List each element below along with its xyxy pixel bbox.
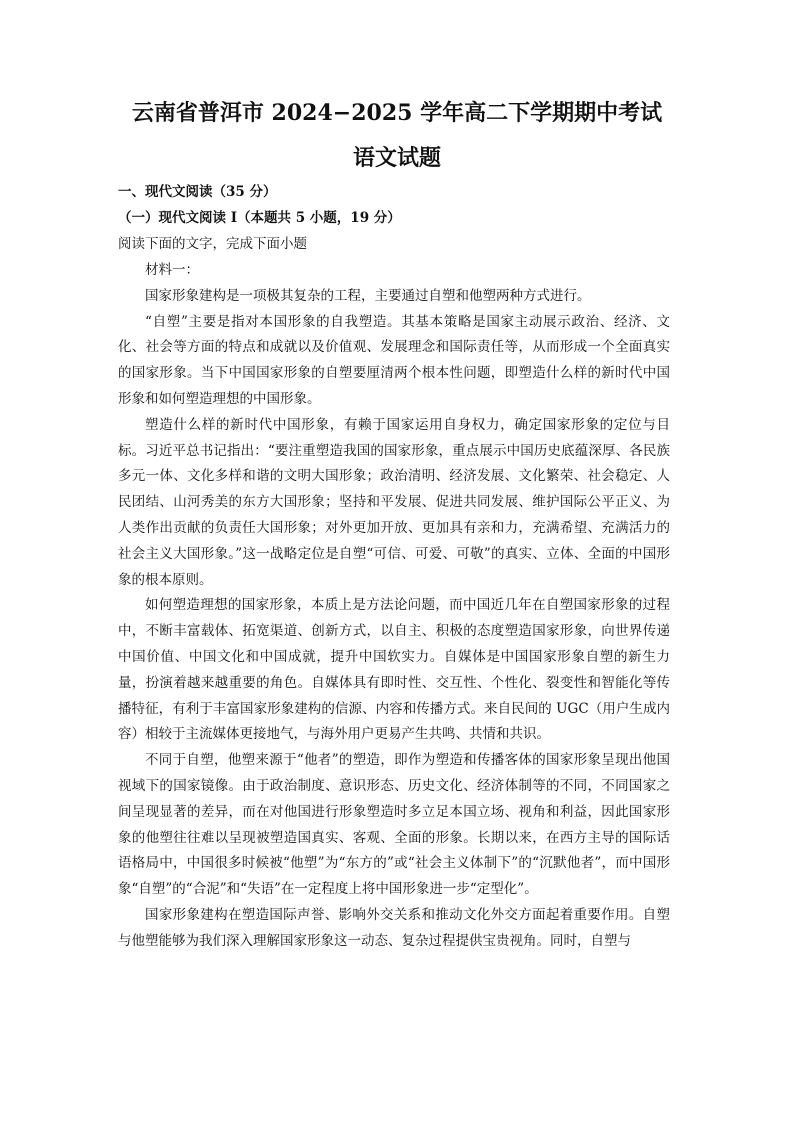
- document-title: 云南省普洱市 2024−2025 学年高二下学期期中考试: [131, 100, 663, 126]
- passage-body: [118, 258, 670, 955]
- paragraph: 塑造什么样的新时代中国形象，有赖于国家运用自身权力，确定国家形象的定位与目标。习近平总书记指出：“要注重塑造我国的国家形象，重点展示中国历史底蕴深厚、各民族多元一体、文化多样和谐的文明大国形象；政治清明、经济发展、文化繁荣、社会稳定、人民团结、山河秀美的东方大国形象；坚持和平发展、促进共同发展、维护国际公平正义、为人类作出贡献的负责任大国形象；对外更加开放、更加具有亲和力，充满希望、充满活力的社会主义大国形象。”这一战略定位是自塑“可信、可爱、可敬”的真实、立体、全面的中国形象的根本原则。: [118, 416, 670, 588]
- paragraph: 国家形象建构在塑造国际声誉、影响外交关系和推动文化外交方面起着重要作用。自塑与他塑能够为我们深入理解国家形象这一动态、复杂过程提供宝贵视角。同时，自塑与: [118, 906, 670, 949]
- subsection-heading: （一）现代文阅读 I（本题共 5 小题，19 分）: [118, 210, 401, 226]
- paragraph: 不同于自塑，他塑来源于“他者”的塑造，即作为塑造和传播客体的国家形象呈现出他国视域下的国家镜像。由于政治制度、意识形态、历史文化、经济体制等的不同，不同国家之间呈现显著的差异，而在对他国进行形象塑造时多立足本国立场、视角和利益，因此国家形象的他塑往往难以呈现被塑造国真实、客观、全面的形象。长期以来，在西方主导的国际话语格局中，中国很多时候被“他塑”为“东方的”或“社会主义体制下”的“沉默他者”，而中国形象“自塑”的“合泥”和“失语”在一定程度上将中国形象进一步“定型化”。: [118, 752, 670, 898]
- material-label: 材料一：: [145, 262, 199, 278]
- paragraph: “自塑”主要是指对本国形象的自我塑造。其基本策略是国家主动展示政治、经济、文化、社会等方面的特点和成就以及价值观、发展理念和国际责任等，从而形成一个全面真实的国家形象。当下中国国家形象的自塑要厘清两个根本性问题，即塑造什么样的新时代中国形象和如何塑造理想的中国形象。: [118, 313, 670, 407]
- paragraph: 国家形象建构是一项极其复杂的工程，主要通过自塑和他塑两种方式进行。: [145, 287, 591, 304]
- reading-instruction: 阅读下面的文字，完成下面小题: [118, 236, 307, 252]
- section-heading: 一、现代文阅读（35 分）: [118, 184, 277, 200]
- document-subtitle: 语文试题: [352, 145, 441, 171]
- paragraph: 如何塑造理想的国家形象，本质上是方法论问题，而中国近几年在自塑国家形象的过程中，不断丰富载体、拓宽渠道、创新方式，以自主、积极的态度塑造国家形象，向世界传递中国价值、中国文化和中国成就，提升中国软实力。自媒体是中国国家形象自塑的新生力量，扮演着越来越重要的角色。自媒体具有即时性、交互性、个性化、裂变性和智能化等传播特征，有利于丰富国家形象建构的信源、内容和传播方式。来自民间的 UGC（用户生成内容）相较于主流媒体更接地气，与海外用户更易产生共鸣、共情和共识。: [118, 597, 670, 743]
